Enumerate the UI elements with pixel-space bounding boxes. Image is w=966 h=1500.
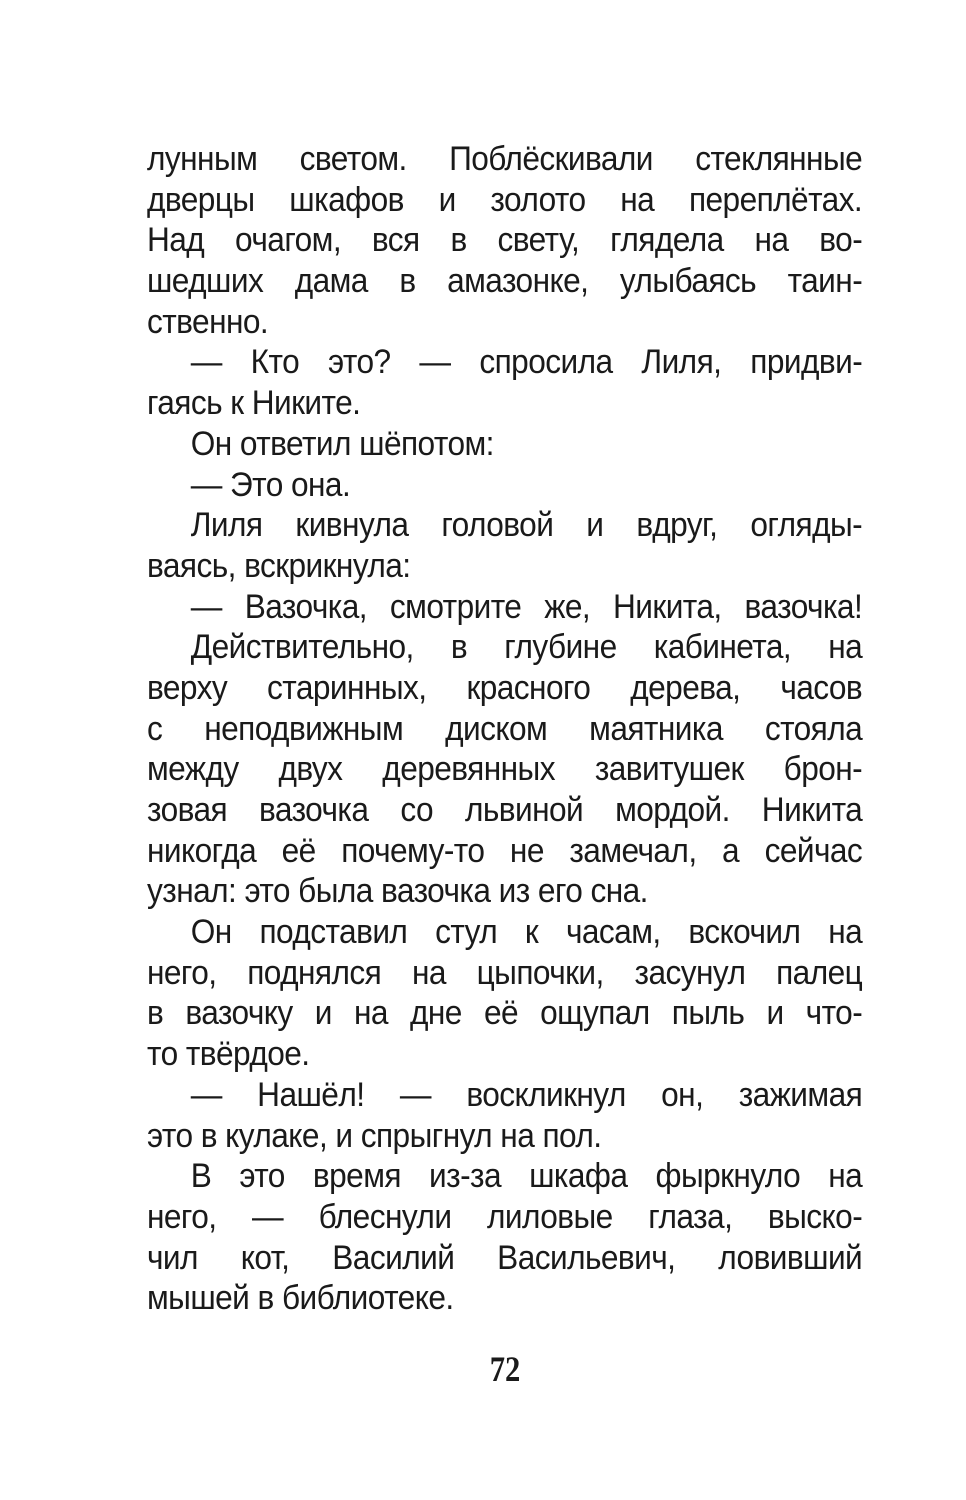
text-line: то твёрдое. [147, 1035, 310, 1074]
page-number: 72 [489, 1349, 521, 1389]
text-line: мышей в библиотеке. [147, 1279, 454, 1318]
text-line: лунным светом. Поблёскивали стеклянные [147, 140, 863, 178]
text-line: Он подставил стул к часам, вскочил на [190, 913, 863, 952]
text-line: дверцы шкафов и золото на переплётах. [147, 180, 863, 219]
text-line: него, — блеснули лиловые глаза, выско- [147, 1197, 863, 1236]
text-line: ственно. [147, 302, 269, 341]
text-line: никогда её почему-то не замечал, а сейчас [147, 831, 863, 870]
text-line: В это время из-за шкафа фыркнуло на [190, 1157, 863, 1196]
text-line: Лиля кивнула головой и вдруг, огляды- [190, 506, 863, 545]
text-line: верху старинных, красного дерева, часов [147, 668, 863, 707]
text-line: в вазочку и на дне её ощупал пыль и что- [147, 994, 863, 1033]
text-line: шедших дама в амазонке, улыбаясь таин- [147, 262, 863, 301]
text-line: между двух деревянных завитушек брон- [147, 750, 863, 789]
text-line: ваясь, вскрикнула: [147, 546, 411, 585]
text-line: узнал: это была вазочка из его сна. [147, 872, 648, 911]
text-line: Он ответил шёпотом: [190, 424, 494, 463]
text-line: чил кот, Василий Васильевич, ловивший [147, 1238, 863, 1277]
text-line: — Нашёл! — воскликнул он, зажимая [190, 1075, 863, 1114]
text-line: с неподвижным диском маятника стояла [147, 709, 863, 748]
text-line: — Вазочка, смотрите же, Никита, вазочка! [190, 587, 863, 626]
text-line: него, поднялся на цыпочки, засунул палец [147, 953, 863, 992]
text-line: — Это она. [190, 465, 351, 504]
text-line: зовая вазочка со львиной мордой. Никита [147, 791, 863, 829]
text-line: Действительно, в глубине кабинета, на [190, 628, 863, 667]
text-line: это в кулаке, и спрыгнул на пол. [147, 1116, 602, 1155]
text-line: Над очагом, вся в свету, глядела на во- [147, 221, 863, 260]
text-line: гаясь к Никите. [147, 384, 361, 423]
page-body-text [147, 139, 862, 1319]
text-line: — Кто это? — спросила Лиля, придви- [190, 343, 863, 382]
